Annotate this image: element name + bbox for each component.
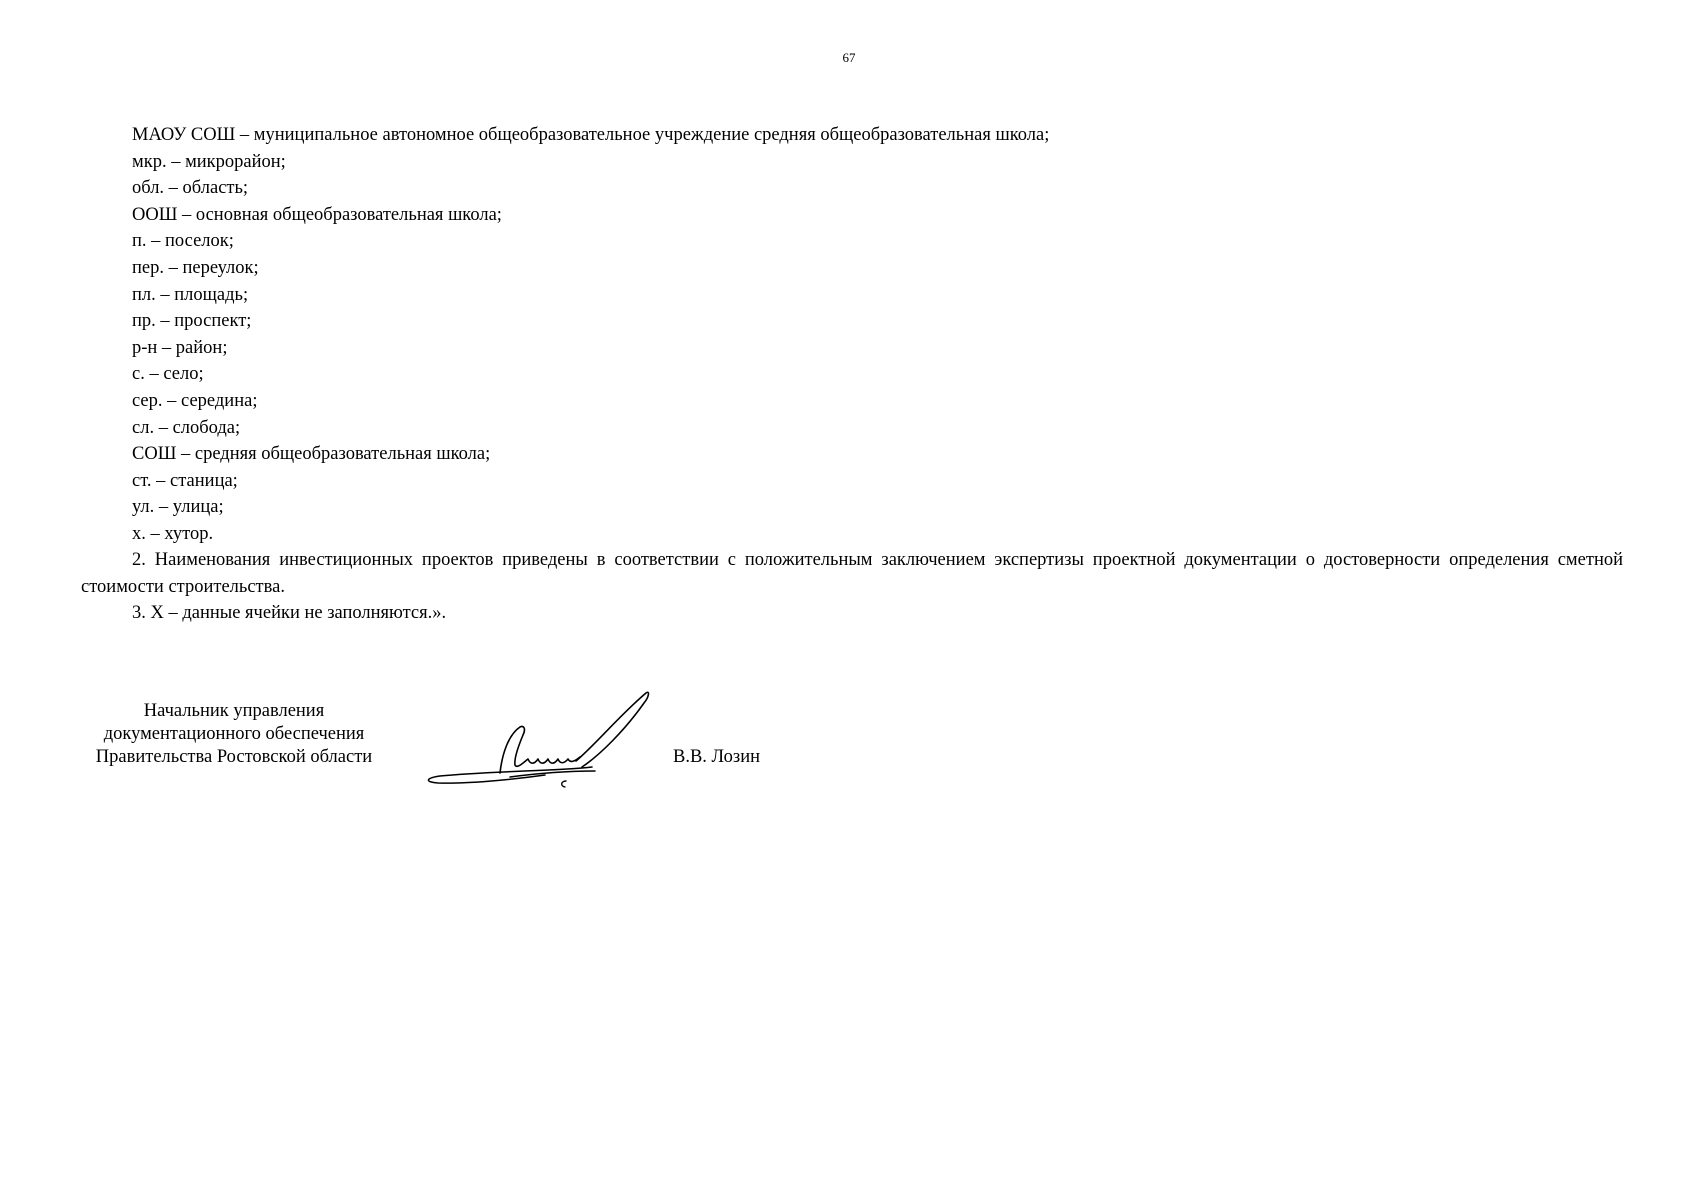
signature-underline-tail xyxy=(510,771,595,777)
note-paragraph: 2. Наименования инвестиционных проектов приведены в соответствии с положительным заключением экспертизы проектной документации о достоверности определения сметной стоимости строительства. xyxy=(81,550,1623,597)
abbreviation-item: СОШ – средняя общеобразовательная школа; xyxy=(132,444,491,465)
abbreviation-item: р-н – район; xyxy=(132,337,228,358)
signatory-title xyxy=(81,700,387,769)
abbreviation-item: пер. – переулок; xyxy=(132,257,259,278)
abbreviation-item: пр. – проспект; xyxy=(132,311,252,332)
abbreviation-item: ООШ – основная общеобразовательная школа; xyxy=(132,204,502,225)
abbreviation-item: мкр. – микрорайон; xyxy=(132,151,286,172)
abbreviation-item: ст. – станица; xyxy=(132,470,238,491)
signer-name: В.В. Лозин xyxy=(673,747,760,767)
abbreviation-item: с. – село; xyxy=(132,364,204,385)
signature-stroke xyxy=(500,726,580,773)
note-paragraph: 3. Х – данные ячейки не заполняются.». xyxy=(132,603,447,624)
abbreviation-item: МАОУ СОШ – муниципальное автономное общеобразовательное учреждение средняя общеобразовательная школа; xyxy=(132,125,1050,145)
signatory-title-line: Начальник управления xyxy=(143,701,325,721)
notes xyxy=(81,547,1623,627)
abbreviation-item: сер. – середина; xyxy=(132,390,258,411)
signatory-title-line: документационного обеспечения xyxy=(103,724,365,744)
signature-flourish xyxy=(576,692,648,767)
abbreviation-item: пл. – площадь; xyxy=(132,284,249,305)
abbreviation-list xyxy=(132,122,1049,548)
abbreviation-item: п. – поселок; xyxy=(132,231,234,252)
abbreviation-item: х. – хутор. xyxy=(132,523,214,544)
signatory-title-line: Правительства Ростовской области xyxy=(95,747,373,767)
handwritten-signature xyxy=(420,685,660,795)
abbreviation-item: сл. – слобода; xyxy=(132,417,241,438)
signature-hook xyxy=(562,781,566,787)
signature-underline xyxy=(428,767,592,783)
abbreviation-item: ул. – улица; xyxy=(132,497,224,518)
abbreviation-item: обл. – область; xyxy=(132,178,249,199)
page-number: 67 xyxy=(842,50,856,65)
